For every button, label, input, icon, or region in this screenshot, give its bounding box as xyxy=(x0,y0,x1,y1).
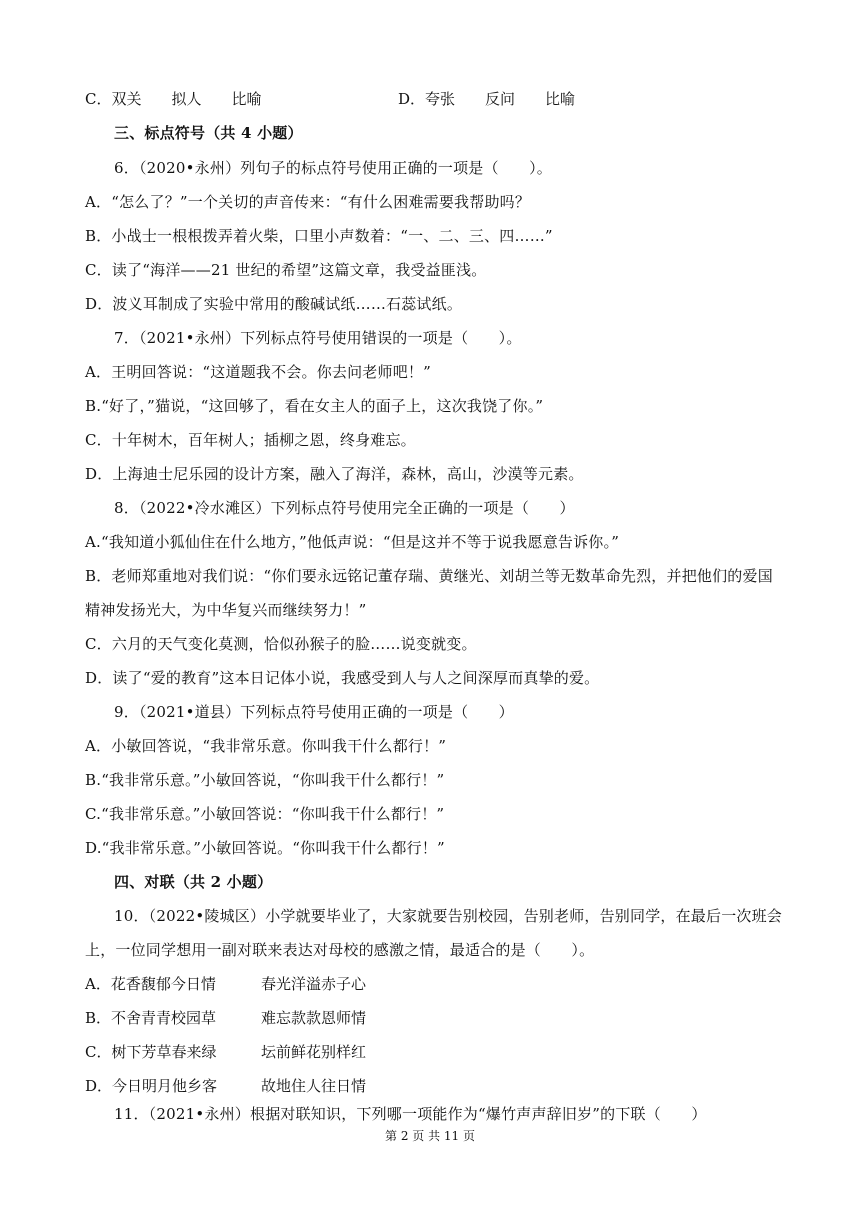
q10-stem-line2: 上，一位同学想用一副对联来表达对母校的感激之情，最适合的是（ ）。 xyxy=(85,941,595,959)
q11-stem: 11．（2021•永州）根据对联知识，下列哪一项能作为“爆竹声声辞旧岁”的下联（ ） xyxy=(114,1105,707,1123)
q8-option-a: A.“我知道小狐仙住在什么地方，”他低声说：“但是这并不等于说我愿意告诉你。” xyxy=(85,533,620,551)
q6-stem: 6．（2020•永州）列句子的标点符号使用正确的一项是（ ）。 xyxy=(114,159,552,177)
q8-stem: 8．（2022•冷水滩区）下列标点符号使用完全正确的一项是（ ） xyxy=(114,499,575,517)
q8-option-b-line1: B．老师郑重地对我们说：“你们要永远铭记董存瑞、黄继光、刘胡兰等无数革命先烈，并把他们的爱国 xyxy=(85,567,773,585)
q10-option-b-lower: 难忘款款恩师情 xyxy=(261,1009,367,1027)
q6-option-c: C．读了“海洋——21 世纪的希望”这篇文章，我受益匪浅。 xyxy=(85,261,487,279)
q7-option-d: D．上海迪士尼乐园的设计方案，融入了海洋，森林，高山，沙漠等元素。 xyxy=(85,465,584,483)
q8-option-d: D．读了“爱的教育”这本日记体小说，我感受到人与人之间深厚而真挚的爱。 xyxy=(85,669,600,687)
q10-option-a-upper: A．花香馥郁今日情 xyxy=(85,975,216,993)
q6-option-d: D．波义耳制成了实验中常用的酸碱试纸……石蕊试纸。 xyxy=(85,295,463,313)
section-heading-couplets: 四、对联（共 2 小题） xyxy=(114,873,273,891)
q7-option-b: B.“好了，”猫说，“这回够了，看在女主人的面子上，这次我饶了你。” xyxy=(85,397,544,415)
q5-option-c: C．双关 拟人 比喻 xyxy=(85,90,262,108)
q10-stem-line1: 10．（2022•陵城区）小学就要毕业了，大家就要告别校园，告别老师，告别同学，在最后一次班会 xyxy=(114,907,783,925)
q6-option-a: A．“怎么了？”一个关切的声音传来：“有什么困难需要我帮助吗？ xyxy=(85,193,531,211)
q9-stem: 9．（2021•道县）下列标点符号使用正确的一项是（ ） xyxy=(114,703,514,721)
section-heading-punctuation: 三、标点符号（共 4 小题） xyxy=(114,124,303,142)
q7-stem: 7．（2021•永州）下列标点符号使用错误的一项是（ ）。 xyxy=(114,329,522,347)
q10-option-b-upper: B．不舍青青校园草 xyxy=(85,1009,217,1027)
q9-option-b: B.“我非常乐意。”小敏回答说，“你叫我干什么都行！” xyxy=(85,771,445,789)
page-footer: 第 2 页 共 11 页 xyxy=(385,1129,475,1143)
q10-option-d-upper: D．今日明月他乡客 xyxy=(85,1077,218,1095)
q10-option-d-lower: 故地住人往日情 xyxy=(261,1077,367,1095)
q5-option-d: D．夸张 反问 比喻 xyxy=(398,90,576,108)
q10-option-c-lower: 坛前鲜花别样红 xyxy=(261,1043,367,1061)
q7-option-a: A．王明回答说：“这道题我不会。你去问老师吧！” xyxy=(85,363,431,381)
q10-option-c-upper: C．树下芳草春来绿 xyxy=(85,1043,217,1061)
q9-option-a: A．小敏回答说，“我非常乐意。你叫我干什么都行！” xyxy=(85,737,447,755)
q6-option-b: B．小战士一根根拨弄着火柴，口里小声数着：“一、二、三、四……” xyxy=(85,227,553,245)
q8-option-c: C．六月的天气变化莫测，恰似孙猴子的脸……说变就变。 xyxy=(85,635,477,653)
q10-option-a-lower: 春光洋溢赤子心 xyxy=(261,975,367,993)
q7-option-c: C．十年树木，百年树人；插柳之恩，终身难忘。 xyxy=(85,431,416,449)
q9-option-c: C.“我非常乐意。”小敏回答说：“你叫我干什么都行！” xyxy=(85,805,445,823)
q8-option-b-line2: 精神发扬光大，为中华复兴而继续努力！” xyxy=(85,601,367,619)
q9-option-d: D.“我非常乐意。”小敏回答说。“你叫我干什么都行！” xyxy=(85,839,445,857)
